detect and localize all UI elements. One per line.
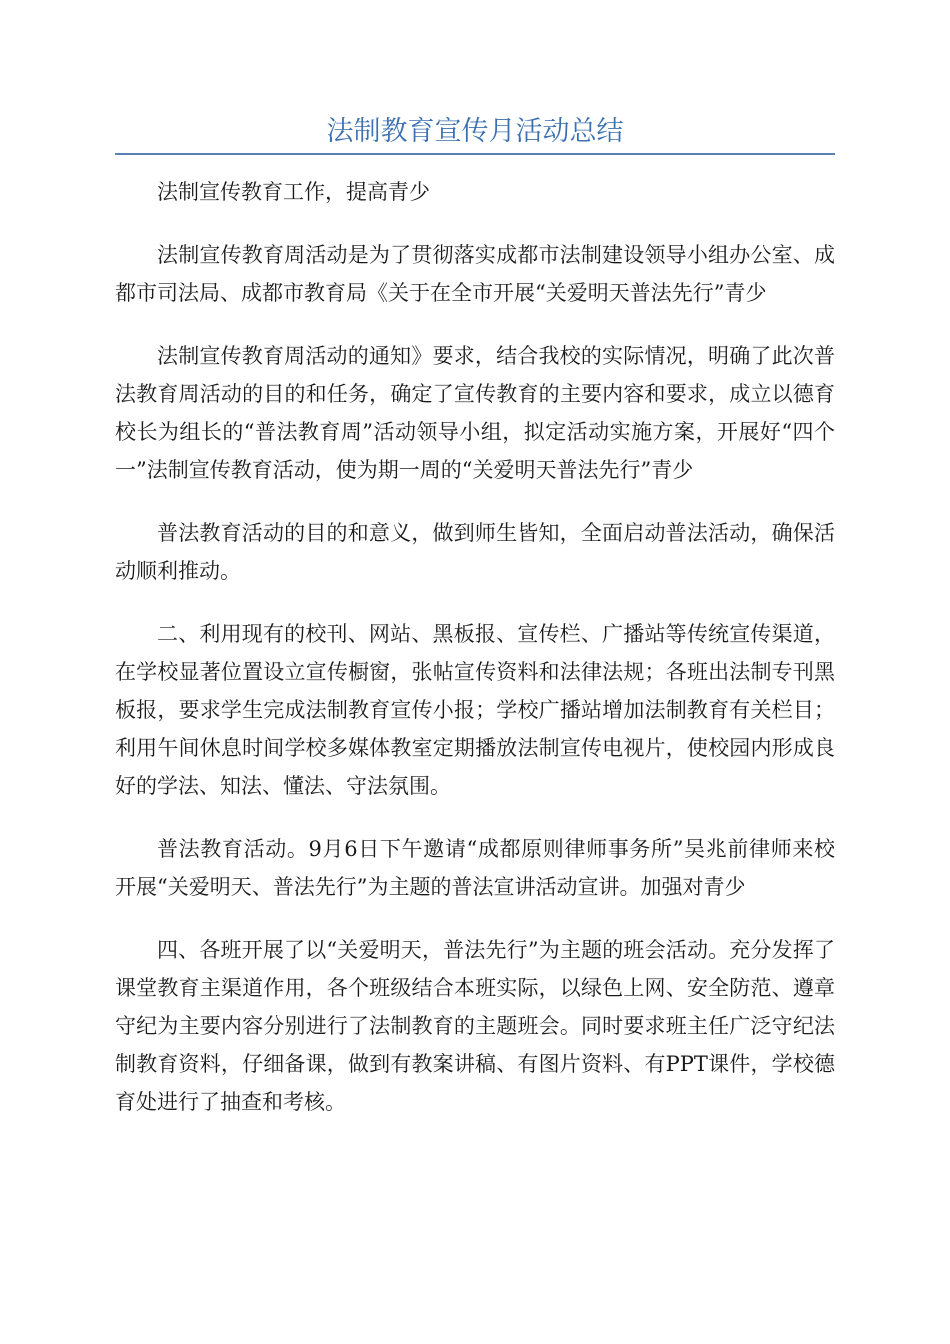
- paragraph-7: 四、各班开展了以“关爱明天，普法先行”为主题的班会活动。充分发挥了课堂教育主渠道作用，各个班级结合本班实际，以绿色上网、安全防范、遵章守纪为主要内容分别进行了法制教育的主题班会。同时要求班主任广泛守纪法制教育资料，仔细备课，做到有教案讲稿、有图片资料、有PPT课件，学校德育处进行了抽查和考核。: [115, 938, 835, 1114]
- paragraph-4: 普法教育活动的目的和意义，做到师生皆知，全面启动普法活动，确保活动顺利推动。: [115, 521, 835, 583]
- paragraph-2: 法制宣传教育周活动是为了贯彻落实成都市法制建设领导小组办公室、成都市司法局、成都市教育局《关于在全市开展“关爱明天普法先行”青少: [115, 243, 835, 305]
- title-underline: [115, 153, 835, 155]
- paragraph-6: 普法教育活动。9月6日下午邀请“成都原则律师事务所”吴兆前律师来校开展“关爱明天、普法先行”为主题的普法宣讲活动宣讲。加强对青少: [115, 837, 835, 899]
- paragraph-1: 法制宣传教育工作，提高青少: [157, 180, 430, 204]
- paragraph-3: 法制宣传教育周活动的通知》要求，结合我校的实际情况，明确了此次普法教育周活动的目的和任务，确定了宣传教育的主要内容和要求，成立以德育校长为组长的“普法教育周”活动领导小组，拟定活动实施方案，开展好“四个一”法制宣传教育活动，使为期一周的“关爱明天普法先行”青少: [115, 344, 835, 482]
- document-body: [115, 173, 835, 1146]
- document-title: 法制教育宣传月活动总结: [326, 116, 624, 147]
- paragraph-5: 二、利用现有的校刊、网站、黑板报、宣传栏、广播站等传统宣传渠道，在学校显著位置设立宣传橱窗，张帖宣传资料和法律法规；各班出法制专刊黑板报，要求学生完成法制教育宣传小报；学校广播站增加法制教育有关栏目；利用午间休息时间学校多媒体教室定期播放法制宣传电视片，使校园内形成良好的学法、知法、懂法、守法氛围。: [115, 622, 835, 798]
